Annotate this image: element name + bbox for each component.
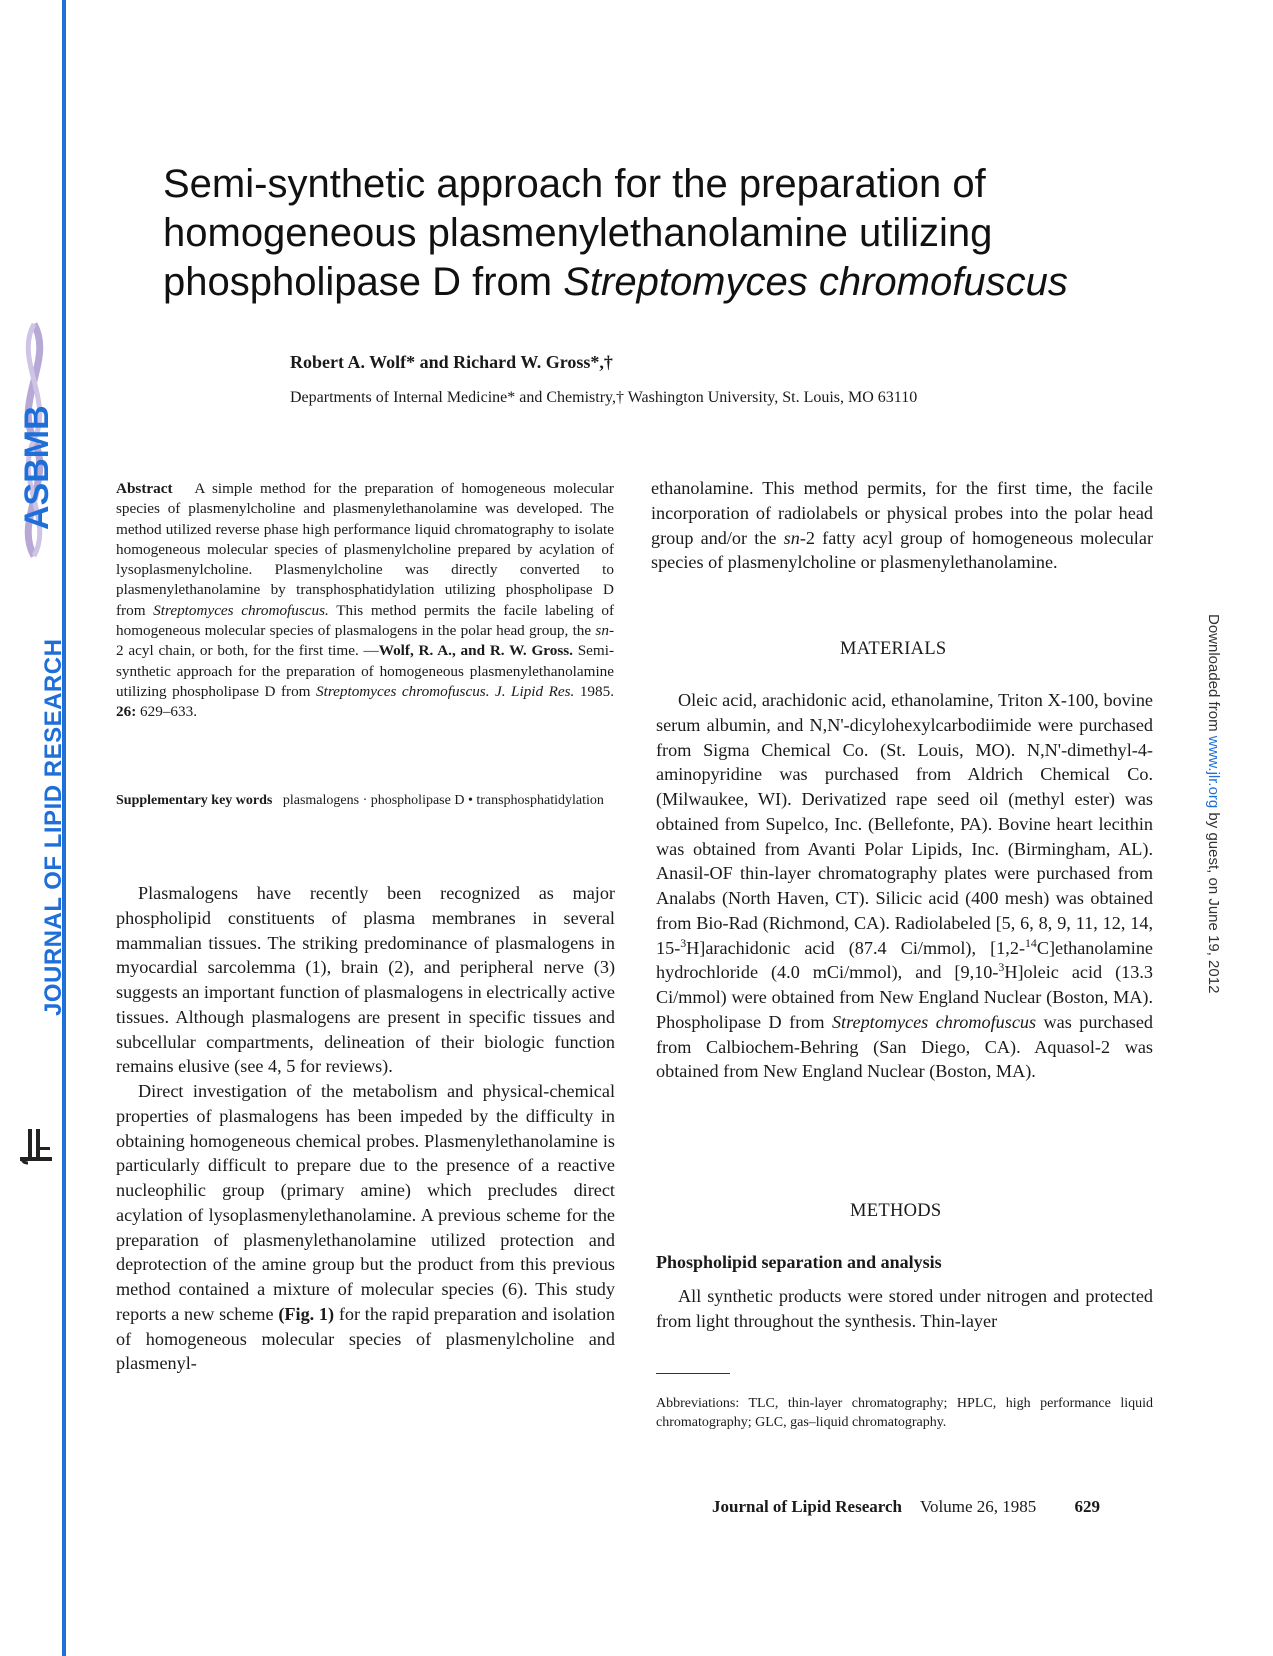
abstract-italic-3: Streptomyces chromofuscus. J. Lipid Res. xyxy=(316,682,575,700)
intro-cont-italic: sn xyxy=(783,527,800,548)
authors: Robert A. Wolf* and Richard W. Gross*,† xyxy=(290,352,613,372)
materials-text-d: H]oleic acid (13.3 Ci/mmol) were obtained from New England Nuclear (Boston, MA). Phospholipase D from xyxy=(656,962,1153,1032)
download-notice xyxy=(1205,614,1222,993)
intro-paragraph-2 xyxy=(116,1079,615,1376)
title-line-1: Semi-synthetic approach for the preparation of xyxy=(163,162,986,206)
keywords-text: plasmalogens · phospholipase D • transphosphatidylation xyxy=(282,793,604,808)
intro-p2-text-a: Direct investigation of the metabolism and physical-chemical properties of plasmalogens has been impeded by the difficulty in obtaining homogeneous chemical probes. Plasmenylethanolamine is particularly difficult to prepare due to the presence of a reactive nucleophilic group (primary amine) which precludes direct acylation of lysoplasmenylethanolamine. A previous scheme for the preparation of plasmenylethanolamine utilized protection and deprotection of the amine group but the product from this previous method contained a mixture of molecular species (6). This study reports a new scheme xyxy=(116,1081,615,1324)
title-line-2: homogeneous plasmenylethanolamine utilizing xyxy=(163,211,993,255)
abstract-label: Abstract xyxy=(116,480,173,497)
article-title xyxy=(163,160,1163,307)
intro-left-column xyxy=(116,881,615,1376)
intro-continuation-paragraph xyxy=(651,476,1153,575)
materials-sup-2: 14 xyxy=(1025,935,1037,950)
materials-italic: Streptomyces chromofuscus xyxy=(831,1011,1037,1032)
abstract-citation-authors: Wolf, R. A., and R. W. Gross. xyxy=(378,642,573,660)
materials-text-c: C]ethanolamine hydrochloride (4.0 mCi/mmol), and [9,10- xyxy=(656,937,1153,983)
abstract-text-3: -2 acyl chain, or both, for the first time. — xyxy=(116,622,614,660)
intro-p2-text-b: for the rapid preparation and isolation of homogeneous molecular species of plasmenylcholine and plasmenyl- xyxy=(116,1303,615,1374)
jlr-logo xyxy=(18,1127,54,1165)
materials-sup-3: 3 xyxy=(998,960,1005,975)
abstract-text-2: This method permits the facile labeling of homogeneous molecular species of plasmalogens in the polar head group, the xyxy=(116,601,614,640)
materials-text-b: H]arachidonic acid (87.4 Ci/mmol), [1,2- xyxy=(686,937,1025,958)
title-line-3 xyxy=(163,258,1163,307)
abstract-text-1: A simple method for the preparation of homogeneous molecular species of plasmenylcholine and plasmenylethanolamine was developed. The method utilized reverse phase high performance liquid chromatography to isolate homogeneous molecular species of plasmenylcholine prepared by acylation of lysoplasmenylcholine. Plasmenylcholine was directly converted to plasmenylethanolamine by transphosphatidylation utilizing phospholipase D from xyxy=(116,480,614,619)
abstract-text-4: Semi-synthetic approach for the preparation of homogeneous plasmenylethanolamine utilizing phospholipase D from xyxy=(116,642,615,700)
asbmb-logo-text: ASBMB xyxy=(18,405,56,530)
footer-journal: Journal of Lipid Research xyxy=(712,1497,903,1516)
abstract-italic-1: Streptomyces chromofuscus. xyxy=(153,601,329,619)
materials-sup-1: 3 xyxy=(680,935,687,950)
materials-text-e: was purchased from Calbiochem-Behring (San Diego, CA). Aquasol-2 was obtained from New England Nuclear (Boston, MA). xyxy=(656,1011,1154,1082)
download-notice-suffix: by guest, on June 19, 2012 xyxy=(1205,808,1222,994)
keywords xyxy=(116,791,614,810)
materials-paragraph xyxy=(656,688,1153,1084)
footer-page-number: 629 xyxy=(1074,1497,1101,1516)
abstract xyxy=(116,479,614,723)
footnote-divider xyxy=(656,1373,730,1374)
asbmb-logo xyxy=(4,320,64,560)
title-organism: Streptomyces chromofuscus xyxy=(563,260,1068,304)
methods-paragraph: All synthetic products were stored under nitrogen and protected from light throughout the synthesis. Thin-layer xyxy=(656,1286,1153,1331)
methods-subheading: Phospholipid separation and analysis xyxy=(656,1252,942,1272)
intro-cont-text-b: -2 fatty acyl group of homogeneous molecular species of plasmenylcholine or plasmenylethanolamine. xyxy=(651,527,1153,573)
methods-section xyxy=(656,1284,1153,1334)
abbreviations-footnote: Abbreviations: TLC, thin-layer chromatography; HPLC, high performance liquid chromatography; GLC, gas–liquid chromatography. xyxy=(656,1396,1153,1430)
abstract-italic-2: sn xyxy=(595,622,609,640)
materials-text-a: Oleic acid, arachidonic acid, ethanolamine, Triton X-100, bovine serum albumin, and N,N'-dicylohexylcarbodiimide were purchased from Sigma Chemical Co. (St. Louis, MO). N,N'-dimethyl-4-aminopyridine was purchased from Aldrich Chemical Co. (Milwaukee, WI). Derivatized rape seed oil (methyl ester) was obtained from Supelco, Inc. (Bellefonte, PA). Bovine heart lecithin was obtained from Avanti Polar Lipids, Inc. (Birmingham, AL). Anasil-OF thin-layer chromatography plates were purchased from Analabs (North Haven, CT). Silicic acid (400 mesh) was obtained from Bio-Rad (Richmond, CA). Radiolabeled [5, 6, 8, 9, 11, 12, 14, 15- xyxy=(656,690,1153,958)
materials-section xyxy=(656,688,1153,1084)
figure-1-reference: (Fig. 1) xyxy=(278,1303,335,1324)
affiliation: Departments of Internal Medicine* and Chemistry,† Washington University, St. Louis, MO 63110 xyxy=(290,389,918,406)
download-notice-prefix: Downloaded from xyxy=(1205,614,1222,736)
keywords-label: Supplementary key words xyxy=(116,793,273,808)
abstract-text-5: 1985. xyxy=(574,682,614,700)
page-footer xyxy=(712,1497,1100,1517)
intro-paragraph-1: Plasmalogens have recently been recognized as major phospholipid constituents of plasma membranes in several mammalian tissues. The striking predominance of plasmalogens in myocardial sarcolemma (1), brain (2), and peripheral nerve (3) suggests an important function of plasmalogens in electrically active tissues. Although plasmalogens are present in specific tissues and subcellular compartments, delineation of their biologic function remains elusive (see 4, 5 for reviews). xyxy=(116,883,616,1077)
title-line-3-prefix: phospholipase D from xyxy=(163,260,564,304)
intro-cont-text-a: ethanolamine. This method permits, for the first time, the facile incorporation of radiolabels or physical probes into the polar head group and/or the xyxy=(651,478,1153,548)
footer-volume: Volume 26, 1985 xyxy=(919,1497,1037,1516)
jlr-site-link[interactable]: www.jlr.org xyxy=(1205,735,1222,809)
journal-name-vertical: JOURNAL OF LIPID RESEARCH xyxy=(40,638,67,1016)
materials-heading: MATERIALS xyxy=(840,639,947,659)
abstract-volume: 26: xyxy=(116,703,137,721)
abstract-pages: 629–633. xyxy=(136,703,197,721)
methods-heading: METHODS xyxy=(850,1201,942,1221)
intro-continuation xyxy=(651,476,1153,575)
